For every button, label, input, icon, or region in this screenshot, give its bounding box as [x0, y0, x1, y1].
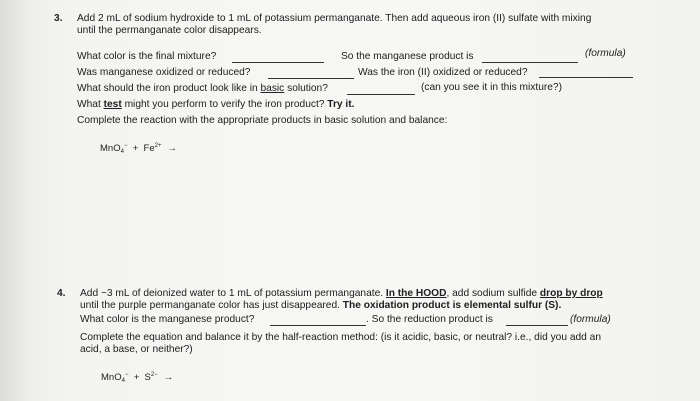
q4-equation	[101, 372, 173, 384]
q3-eq-fe: + Fe	[127, 143, 155, 154]
q3-mn-oxidized-blank[interactable]	[268, 78, 354, 79]
q3-mn-oxidized-label: Was manganese oxidized or reduced?	[77, 67, 251, 78]
q4-reduction-label: . So the reduction product is	[366, 314, 493, 325]
q3-iron-look-text-a: What should the iron product look like in	[77, 83, 261, 94]
q3-eq-mno4: MnO	[100, 143, 121, 154]
q4-formula-note: (formula)	[570, 314, 611, 325]
q4-eq-s-charge: 2−	[150, 372, 158, 378]
q3-final-color-label: What color is the final mixture?	[77, 51, 217, 62]
q4-complete-line-2: acid, a base, or neither?)	[80, 344, 193, 355]
q4-line-1-text-b: , add sodium sulfide	[446, 288, 540, 299]
q4-mn-color-label: What color is the manganese product?	[80, 314, 255, 325]
q4-line-1-text-a: Add ~3 mL of deionized water to 1 mL of potassium permanganate.	[80, 288, 386, 299]
q3-test-text-b: might you perform to verify the iron product?	[121, 99, 328, 110]
q4-line-1	[80, 288, 603, 300]
q4-oxidation-product: The oxidation product is elemental sulfur (S).	[342, 300, 562, 311]
q4-mn-color-blank[interactable]	[270, 325, 366, 326]
q4-eq-arrow: →	[163, 372, 174, 383]
q3-intro-line-1: Add 2 mL of sodium hydroxide to 1 mL of potassium permanganate. Then add aqueous iron (II) sulfate with mixing	[77, 13, 592, 24]
q3-try-it: Try it.	[327, 99, 355, 110]
q3-mn-product-label: So the manganese product is	[341, 51, 474, 62]
q3-equation	[100, 143, 177, 155]
q4-line-2-text-a: until the purple permanganate color has just disappeared.	[80, 300, 343, 311]
q3-iron-look-blank[interactable]	[347, 94, 415, 95]
q4-eq-charge: −	[124, 372, 129, 378]
q3-number: 3.	[54, 13, 63, 24]
q3-complete-instruction: Complete the reaction with the appropriate products in basic solution and balance:	[77, 115, 448, 126]
q4-line-2	[80, 300, 561, 312]
q4-number: 4.	[57, 288, 66, 299]
q3-see-it-note: (can you see it in this mixture?)	[421, 82, 562, 93]
q3-iron-look-text-b: solution?	[284, 83, 328, 94]
q3-test-question	[77, 99, 354, 111]
q4-eq-mno4: MnO	[101, 372, 122, 383]
q3-mn-product-blank[interactable]	[482, 62, 578, 63]
q3-final-color-blank[interactable]	[232, 62, 324, 63]
q3-fe-oxidized-blank[interactable]	[539, 77, 633, 78]
q3-iron-look-label	[77, 83, 328, 95]
q3-eq-charge: −	[123, 143, 128, 149]
q3-eq-fe-charge: 2+	[154, 143, 162, 149]
q3-intro-line-2: until the permanganate color disappears.	[77, 25, 262, 36]
q4-in-the-hood: In the HOOD	[385, 288, 447, 299]
page-shadow	[0, 0, 30, 401]
q3-formula-note: (formula)	[585, 48, 626, 59]
q3-eq-arrow: →	[167, 143, 177, 154]
q4-complete-line-1: Complete the equation and balance it by the half-reaction method: (is it acidic, basic, or neutral? i.e., did you add an	[80, 332, 602, 343]
q4-drop-by-drop: drop by drop	[539, 288, 603, 299]
q3-test-text-a: What	[77, 99, 104, 110]
q4-eq-sub: 4	[121, 378, 125, 384]
q3-test-word: test	[103, 99, 122, 110]
q4-reduction-blank[interactable]	[506, 325, 568, 326]
q3-eq-sub: 4	[120, 149, 124, 155]
q3-fe-oxidized-label: Was the iron (II) oxidized or reduced?	[358, 67, 528, 78]
q3-iron-look-basic: basic	[260, 83, 285, 94]
q4-eq-s: + S	[128, 372, 151, 383]
